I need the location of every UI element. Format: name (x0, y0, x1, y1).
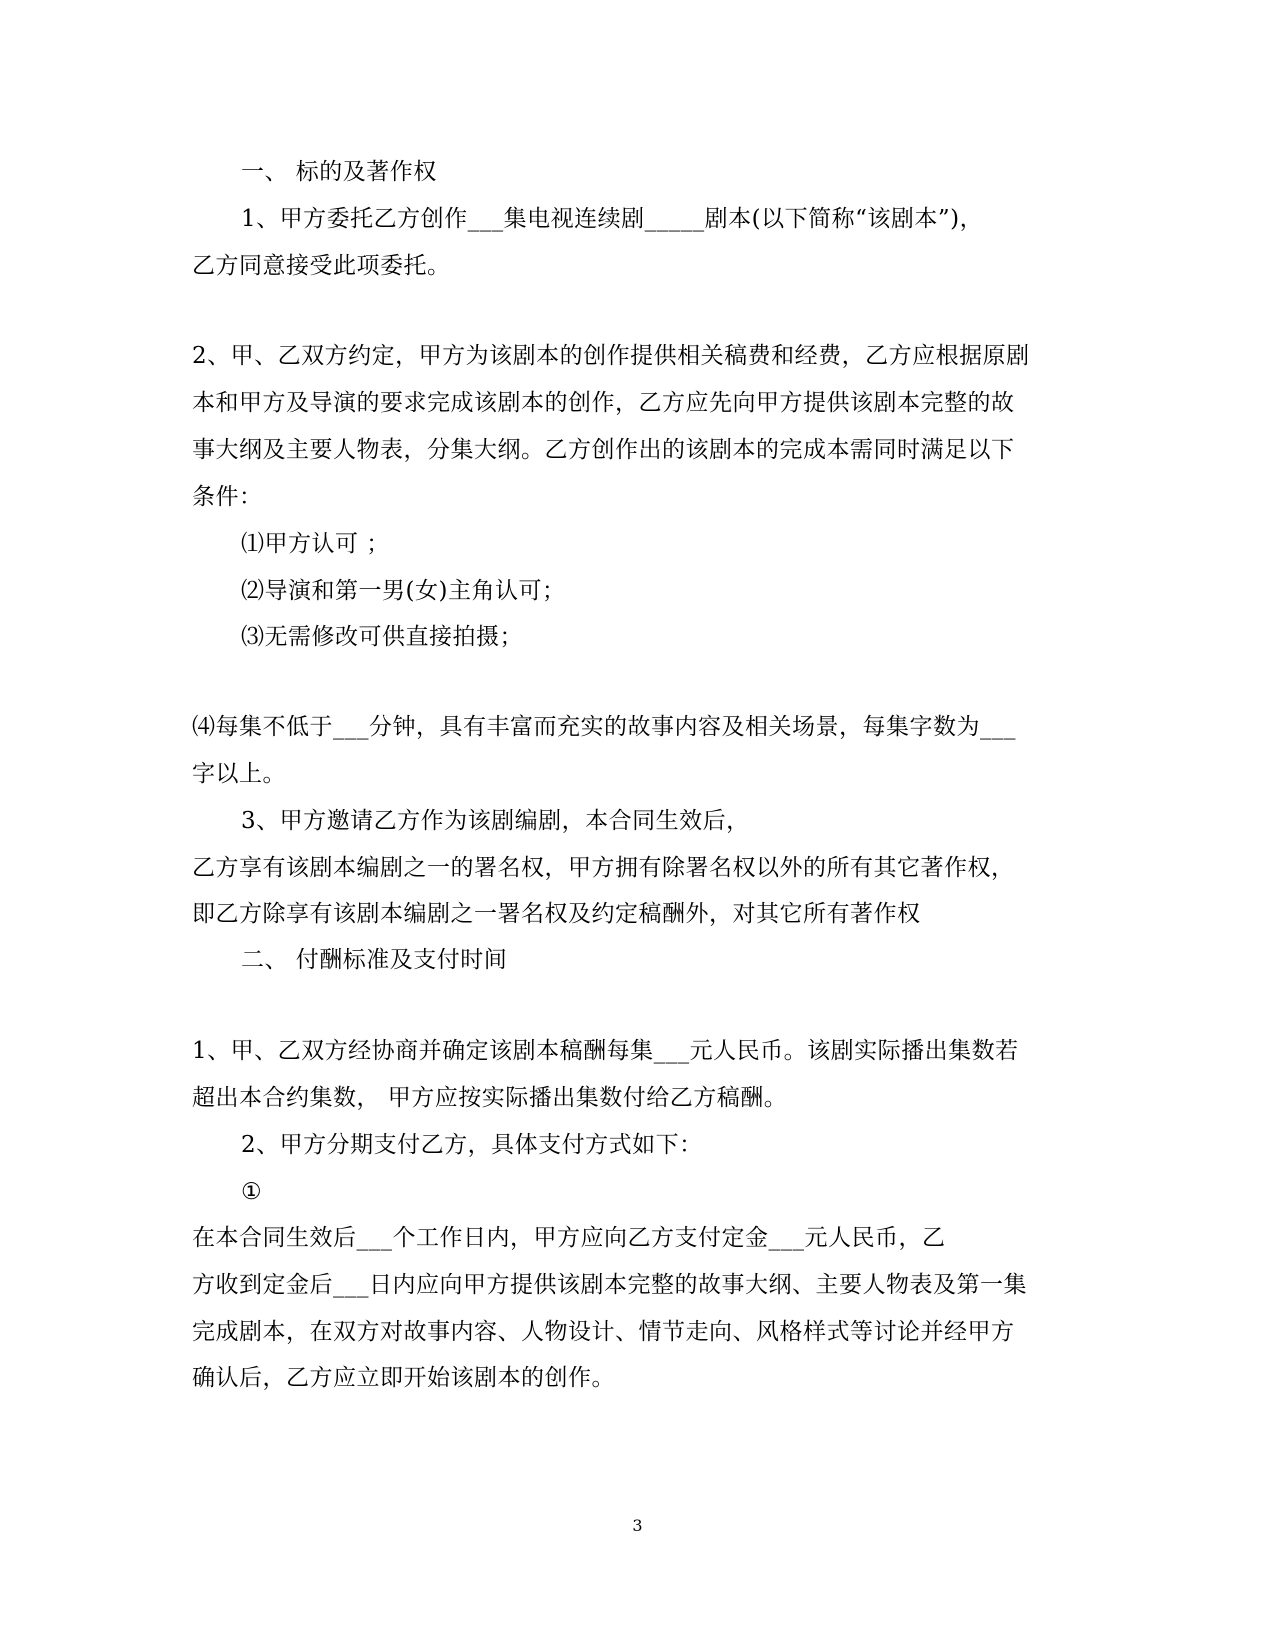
paragraph-line: 2、甲、乙双方约定，甲方为该剧本的创作提供相关稿费和经费，乙方应根据原剧 (192, 343, 1030, 369)
paragraph-line: 即乙方除享有该剧本编剧之一署名权及约定稿酬外，对其它所有著作权 (192, 901, 921, 927)
condition-item: ⑶无需修改可供直接拍摄； (241, 624, 523, 650)
section-heading-2: 二、 付酬标准及支付时间 (241, 947, 508, 973)
page-number: 3 (632, 1516, 643, 1535)
paragraph-line: 2、甲方分期支付乙方，具体支付方式如下： (241, 1132, 703, 1158)
paragraph-line: 3、甲方邀请乙方作为该剧编剧，本合同生效后， (241, 808, 750, 834)
paragraph-line: 方收到定金后___日内应向甲方提供该剧本完整的故事大纲、主要人物表及第一集 (192, 1272, 1027, 1298)
paragraph-line: 在本合同生效后___个工作日内，甲方应向乙方支付定金___元人民币，乙 (192, 1225, 946, 1251)
paragraph-line: 条件： (192, 484, 263, 510)
condition-item: ⑷每集不低于___分钟，具有丰富而充实的故事内容及相关场景，每集字数为___ (192, 714, 1016, 740)
paragraph-line: 完成剧本，在双方对故事内容、人物设计、情节走向、风格样式等讨论并经甲方 (192, 1319, 1015, 1345)
paragraph-line: 字以上。 (192, 761, 286, 787)
paragraph-line: 超出本合约集数， 甲方应按实际播出集数付给乙方稿酬。 (192, 1085, 788, 1111)
paragraph-line: 1、甲、乙双方经协商并确定该剧本稿酬每集___元人民币。该剧实际播出集数若 (192, 1038, 1019, 1064)
paragraph-line: 确认后，乙方应立即开始该剧本的创作。 (192, 1365, 615, 1391)
circled-number-marker: ① (241, 1179, 263, 1205)
paragraph-line: 1、甲方委托乙方创作___集电视连续剧_____剧本(以下简称“该剧本”)， (241, 206, 984, 232)
paragraph-line: 乙方同意接受此项委托。 (192, 253, 451, 279)
paragraph-line: 本和甲方及导演的要求完成该剧本的创作，乙方应先向甲方提供该剧本完整的故 (192, 390, 1015, 416)
condition-item: ⑴甲方认可 ； (241, 531, 390, 557)
condition-item: ⑵导演和第一男(女)主角认可； (241, 578, 566, 604)
section-heading-1: 一、 标的及著作权 (241, 159, 437, 185)
paragraph-line: 事大纲及主要人物表，分集大纲。乙方创作出的该剧本的完成本需同时满足以下 (192, 437, 1015, 463)
paragraph-line: 乙方享有该剧本编剧之一的署名权，甲方拥有除署名权以外的所有其它著作权， (192, 855, 1015, 881)
